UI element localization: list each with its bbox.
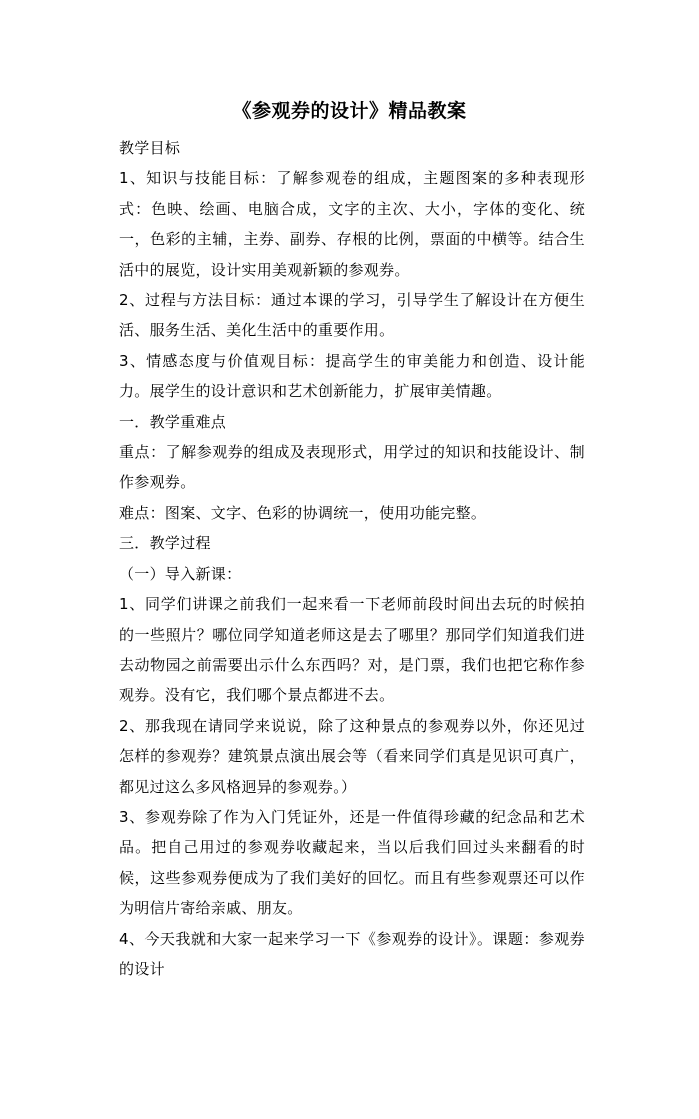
paragraph-intro-2: 2、那我现在请同学来说说，除了这种景点的参观券以外，你还见过怎样的参观券？建筑景点演出展会等（看来同学们真是见识可真广，都见过这么多风格迥异的参观券。） <box>119 716 585 796</box>
document-body <box>119 133 585 984</box>
paragraph-knowledge-goal: 1、知识与技能目标：了解参观卷的组成，主题图案的多种表现形式：色映、绘画、电脑合成，文字的主次、大小，字体的变化、统一，色彩的主辅，主券、副券、存根的比例，票面的中横等。结合生活中的展览，设计实用美观新颖的参观券。 <box>119 169 585 279</box>
paragraph-key-point: 重点：了解参观券的组成及表现形式，用学过的知识和技能设计、制作参观券。 <box>119 443 585 492</box>
document-title: 《参观券的设计》精品教案 <box>232 100 467 122</box>
paragraph-difficulty: 难点：图案、文字、色彩的协调统一，使用功能完整。 <box>119 503 487 522</box>
heading-teaching-goals: 教学目标 <box>119 139 181 157</box>
paragraph-intro-4: 4、今天我就和大家一起来学习一下《参观券的设计》。课题：参观券的设计 <box>119 929 585 978</box>
heading-teaching-process: 三．教学过程 <box>119 534 211 553</box>
subheading-introduction: （一）导入新课： <box>119 564 242 583</box>
paragraph-emotion-goal: 3、情感态度与价值观目标：提高学生的审美能力和创造、设计能力。展学生的设计意识和艺术创新能力，扩展审美情趣。 <box>119 351 585 401</box>
paragraph-intro-1: 1、同学们讲课之前我们一起来看一下老师前段时间出去玩的时候拍的一些照片？哪位同学知道老师这是去了哪里？那同学们知道我们进去动物园之前需要出示什么东西吗？对，是门票，我们也把它称作参观券。没有它，我们哪个景点都进不去。 <box>119 595 585 705</box>
paragraph-intro-3: 3、参观券除了作为入门凭证外，还是一件值得珍藏的纪念品和艺术品。把自己用过的参观券收藏起来，当以后我们回过头来翻看的时候，这些参观券便成为了我们美好的回忆。而且有些参观票还可以作为明信片寄给亲戚、朋友。 <box>119 807 585 918</box>
paragraph-process-goal: 2、过程与方法目标：通过本课的学习，引导学生了解设计在方便生活、服务生活、美化生活中的重要作用。 <box>119 291 585 340</box>
heading-key-points: 一．教学重难点 <box>119 412 227 431</box>
